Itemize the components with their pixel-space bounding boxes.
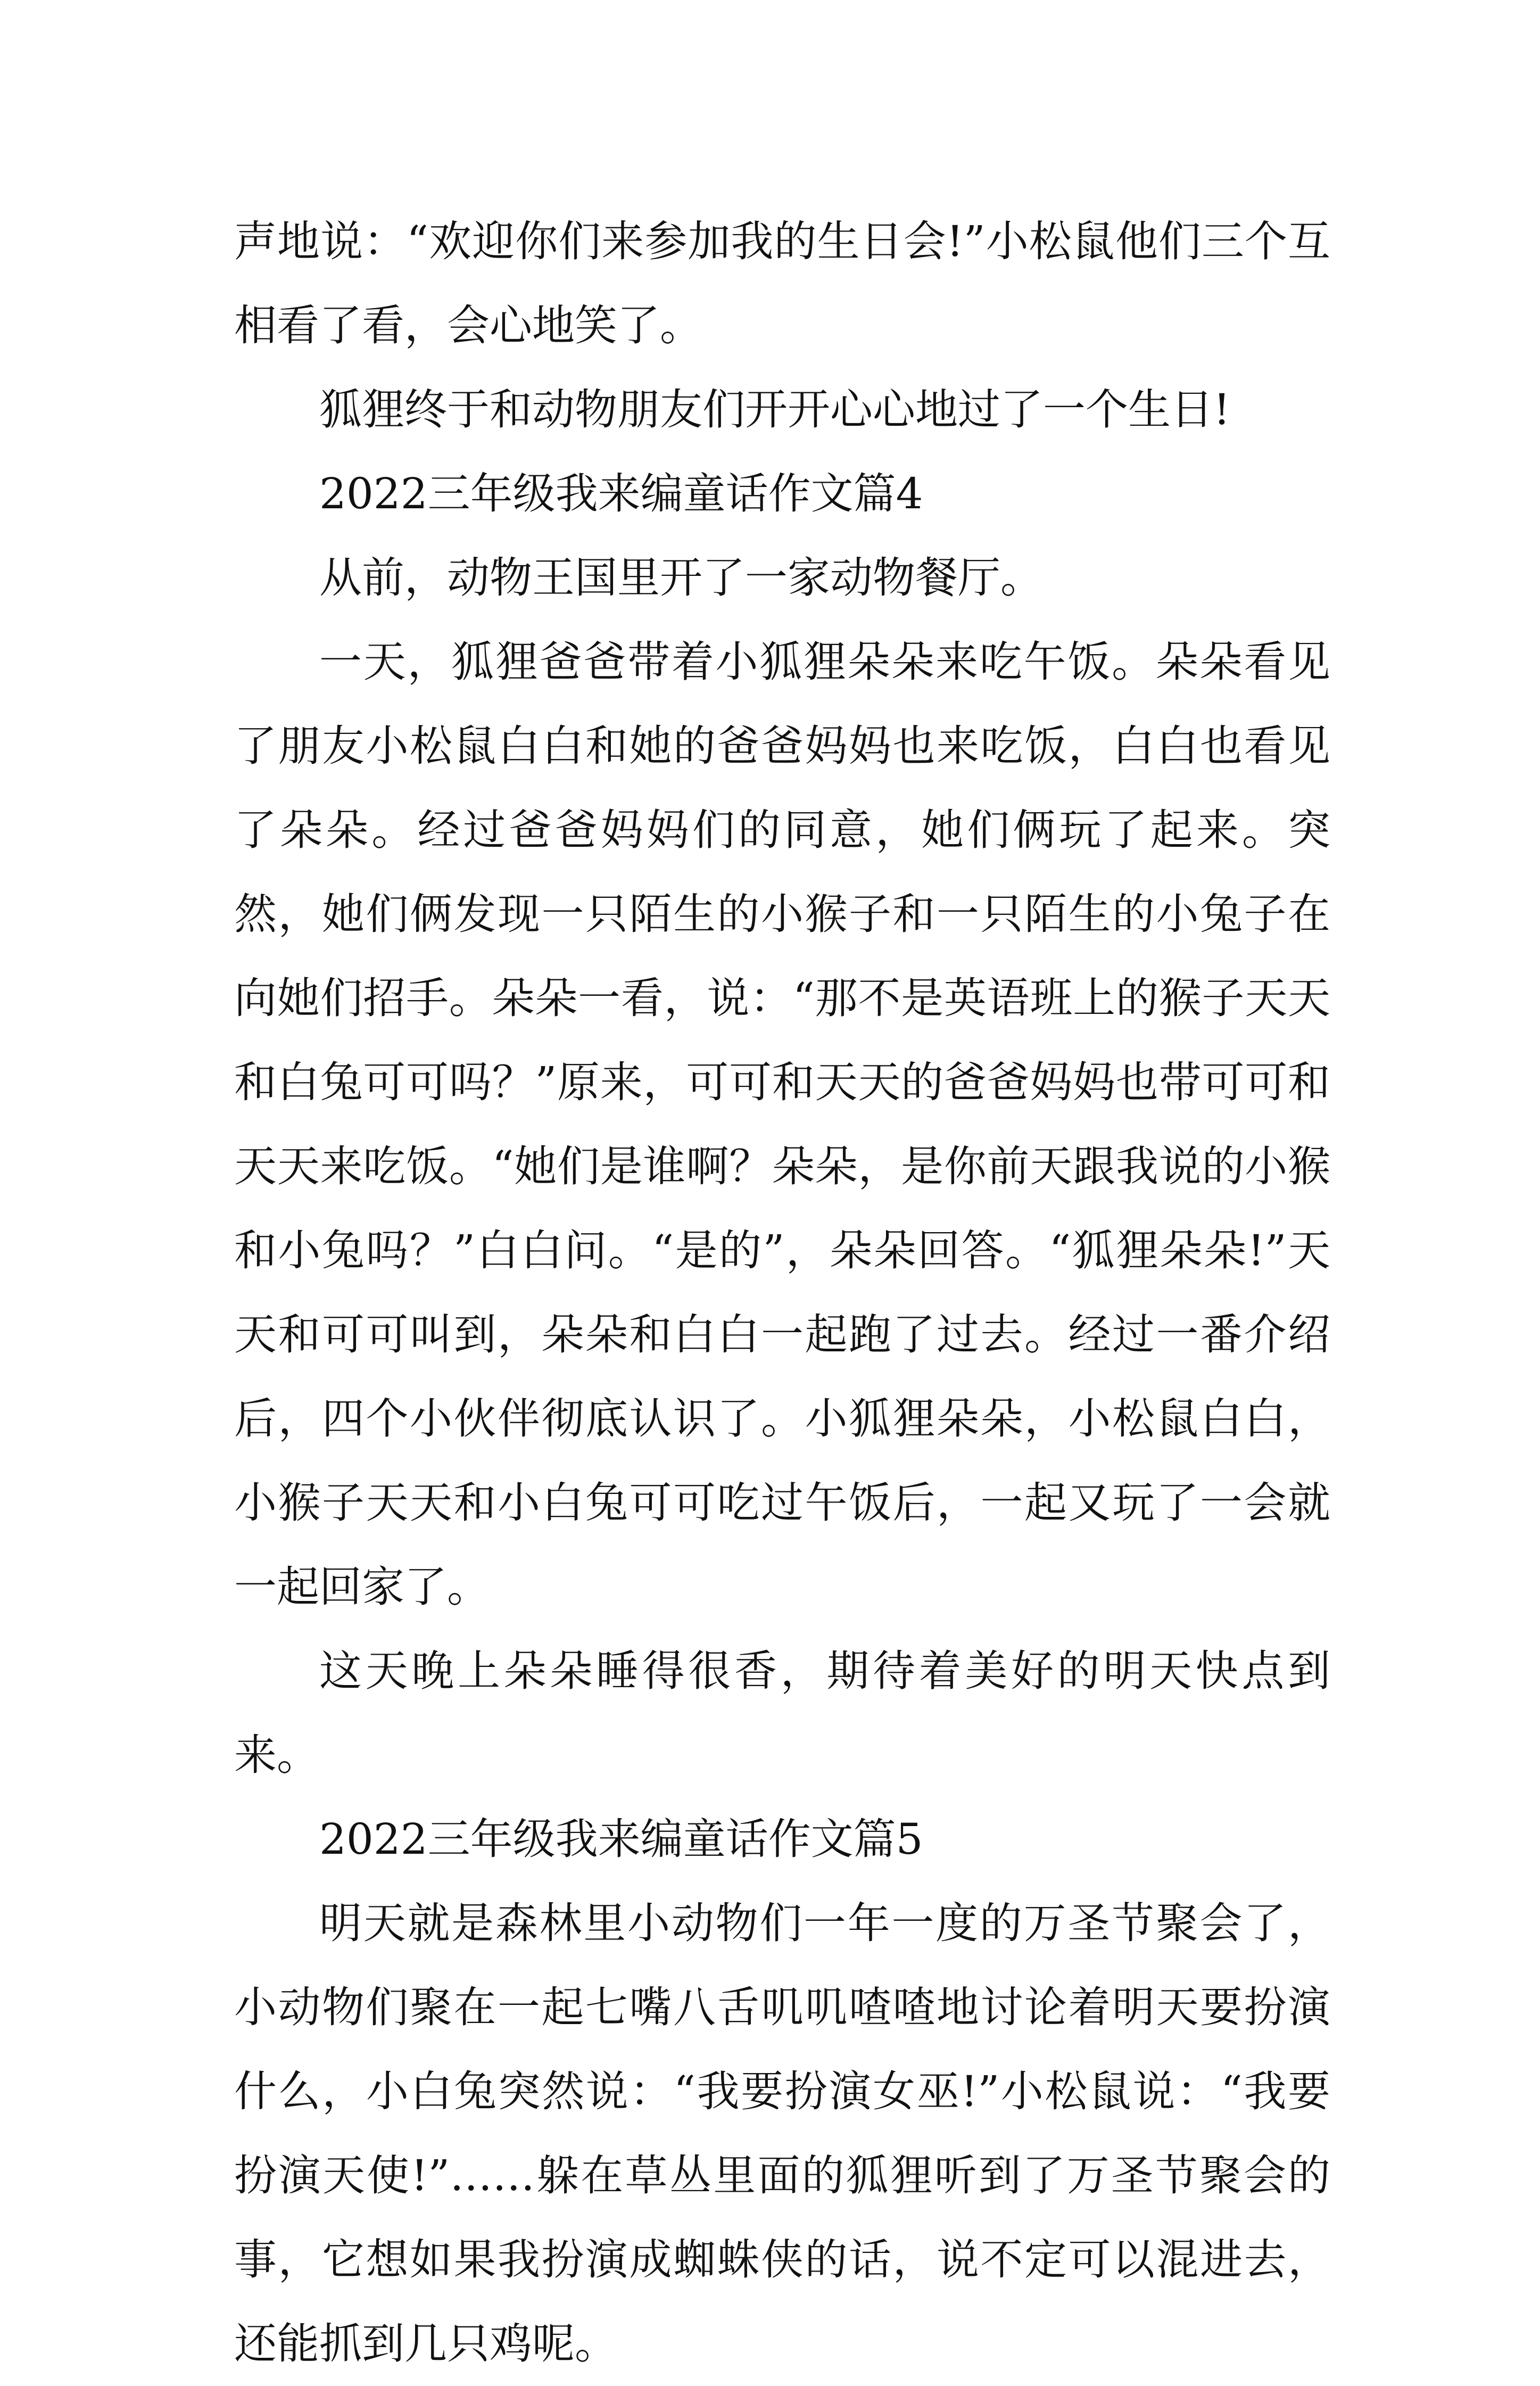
paragraph-5: 这天晚上朵朵睡得很香，期待着美好的明天快点到来。 [234,1646,1330,1780]
paragraph-1: 声地说：“欢迎你们来参加我的生日会!”小松鼠他们三个互相看了看，会心地笑了。 [234,217,1330,350]
heading-part-4: 2022三年级我来编童话作文篇4 [319,469,923,518]
heading-part-5: 2022三年级我来编童话作文篇5 [319,1814,923,1864]
paragraph-3: 从前，动物王国里开了一家动物餐厅。 [319,553,1043,602]
document-body [234,200,1330,2386]
paragraph-4: 一天，狐狸爸爸带着小狐狸朵朵来吃午饭。朵朵看见了朋友小松鼠白白和她的爸爸妈妈也来吃饭，白白也看见了朵朵。经过爸爸妈妈们的同意，她们俩玩了起来。突然，她们俩发现一只陌生的小猴子和一只陌生的小兔子在向她们招手。朵朵一看，说：“那不是英语班上的猴子天天和白兔可可吗？”原来，可可和天天的爸爸妈妈也带可可和天天来吃饭。“她们是谁啊？朵朵，是你前天跟我说的小猴和小兔吗？”白白问。“是的”，朵朵回答。“狐狸朵朵!”天天和可可叫到，朵朵和白白一起跑了过去。经过一番介绍后，四个小伙伴彻底认识了。小狐狸朵朵，小松鼠白白，小猴子天天和小白兔可可吃过午饭后，一起又玩了一会就一起回家了。 [234,637,1330,1612]
paragraph-6: 明天就是森林里小动物们一年一度的万圣节聚会了，小动物们聚在一起七嘴八舌叽叽喳喳地讨论着明天要扮演什么，小白兔突然说：“我要扮演女巫!”小松鼠说：“我要扮演天使!”……躲在草丛里面的狐狸听到了万圣节聚会的事，它想如果我扮演成蜘蛛侠的话，说不定可以混进去，还能抓到几只鸡呢。 [234,1898,1330,2368]
paragraph-2: 狐狸终于和动物朋友们开开心心地过了一个生日! [319,385,1231,434]
